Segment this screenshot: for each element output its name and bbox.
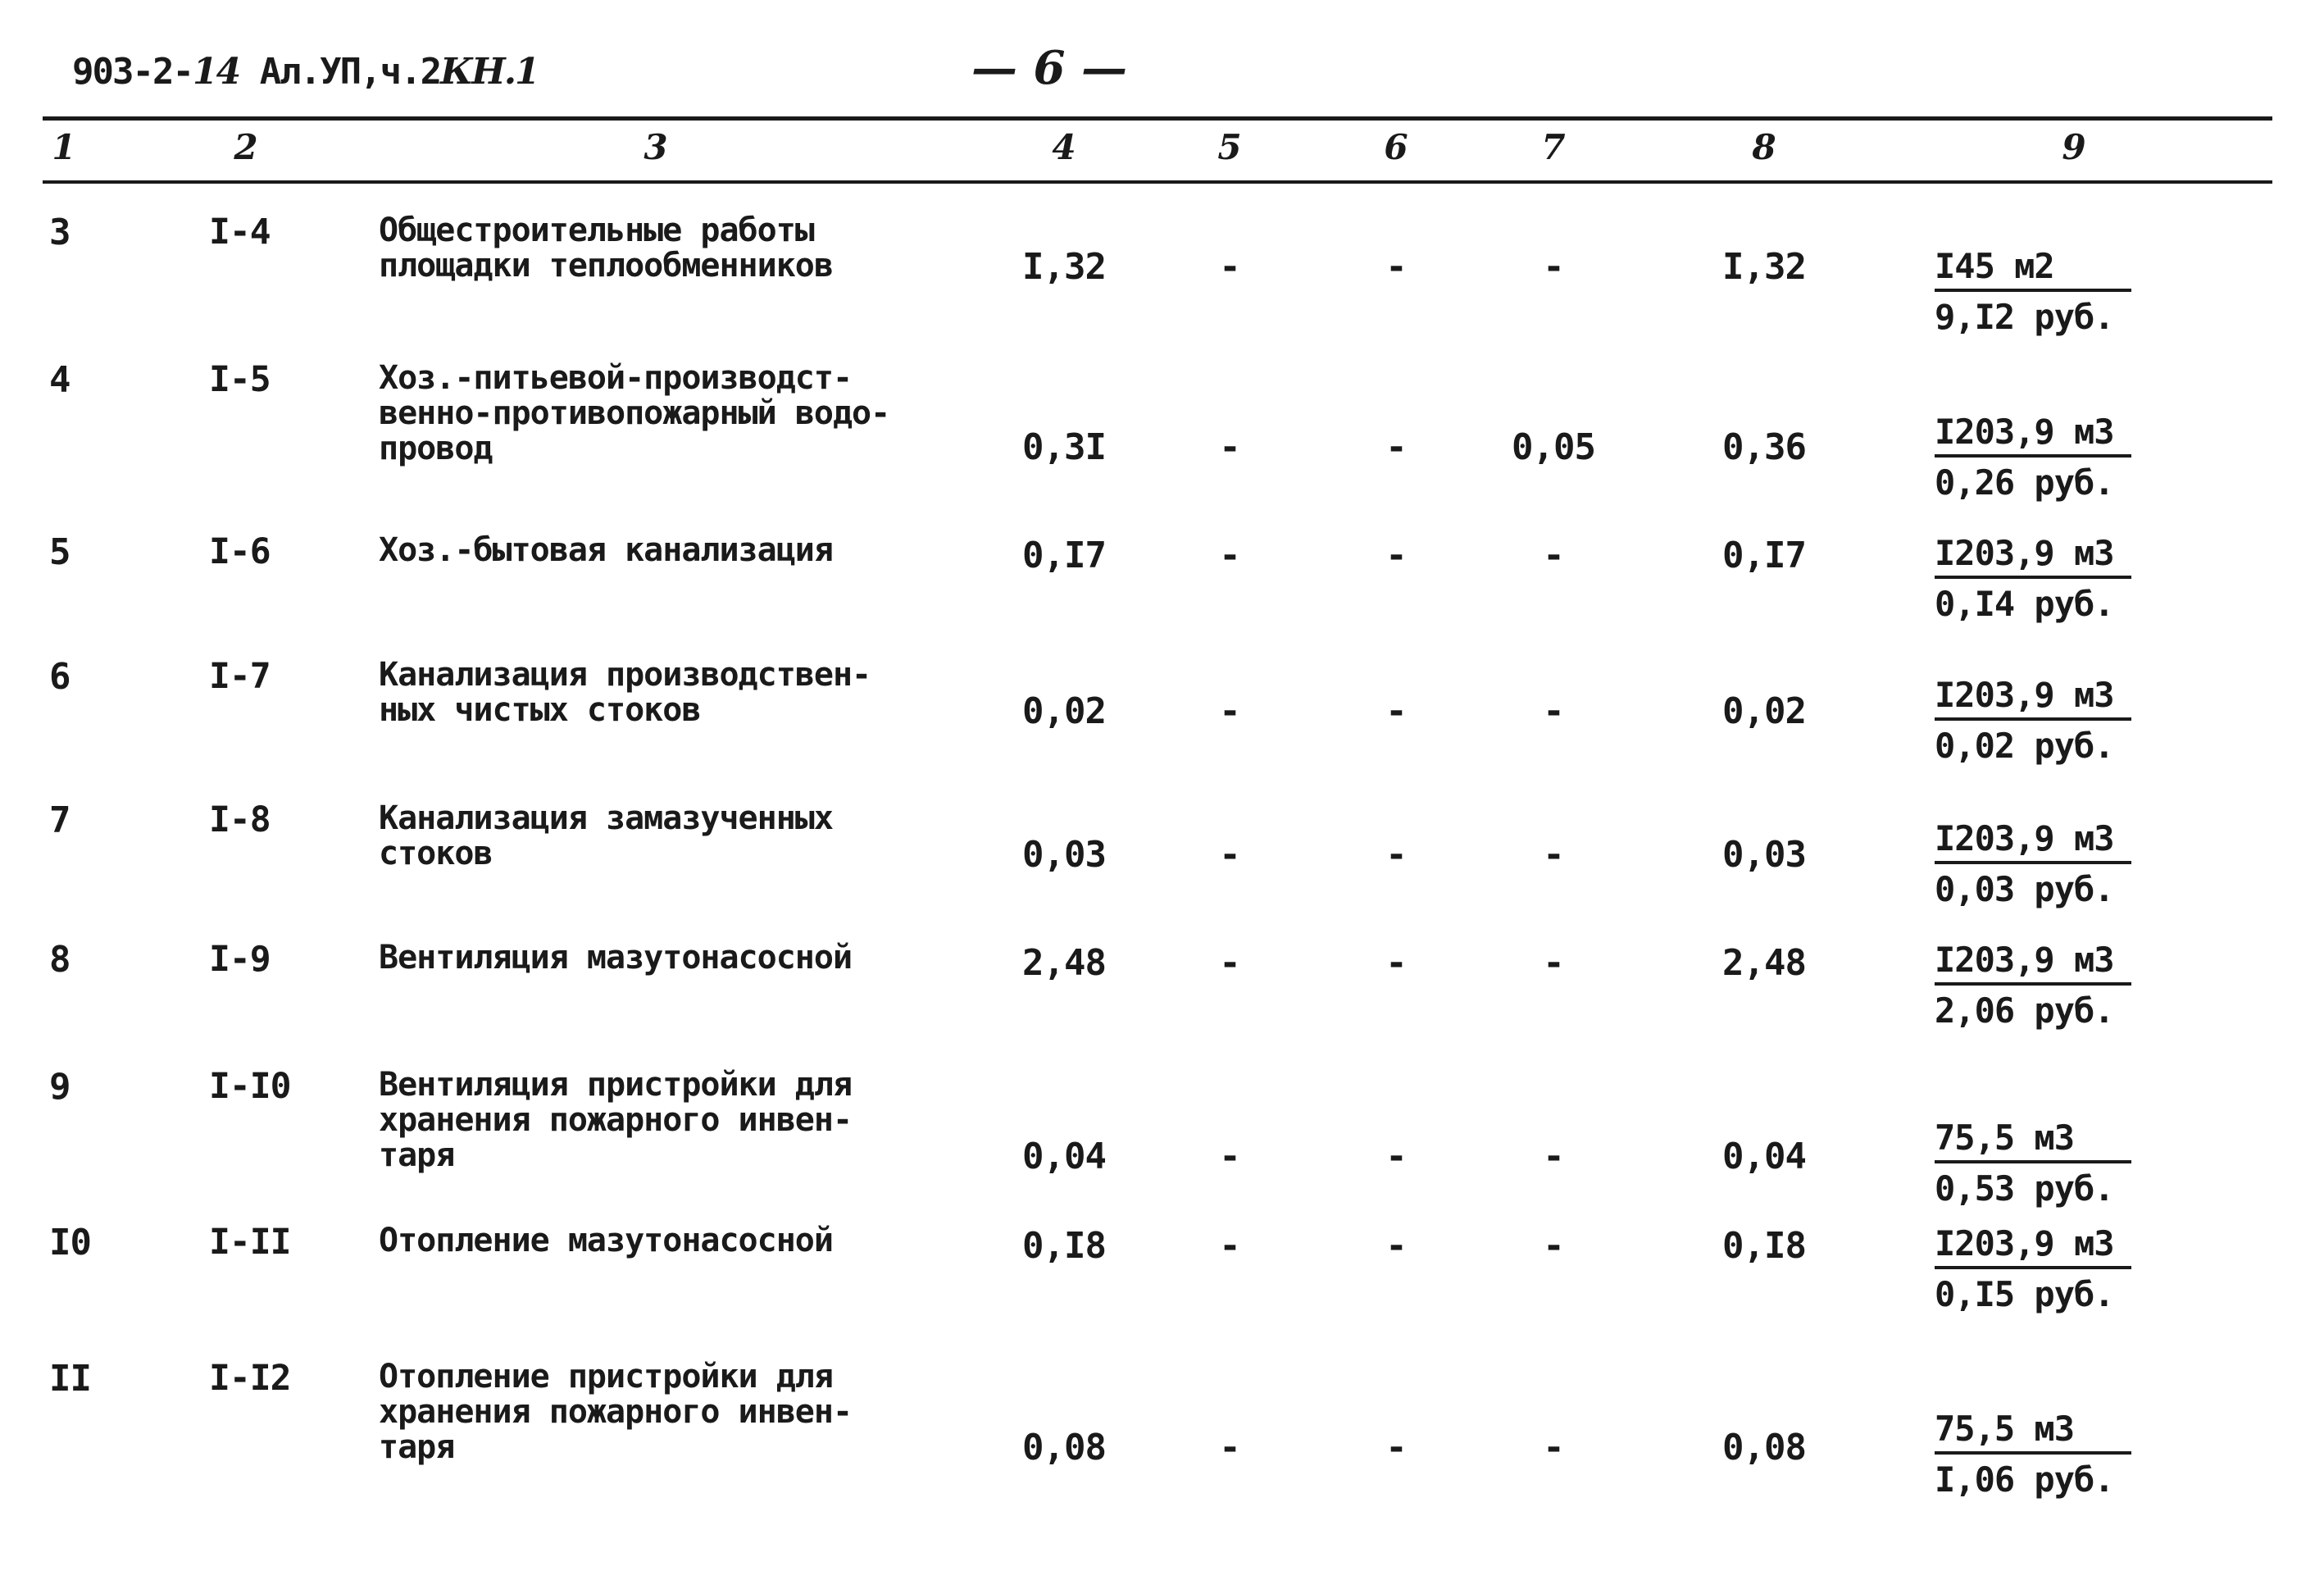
description-line: площадки теплообменников: [379, 247, 833, 285]
page-number: — 6 —: [971, 41, 1127, 95]
row-description: [379, 1359, 852, 1465]
unit-cost-fraction: [1935, 1409, 2131, 1500]
row-description: [379, 940, 852, 976]
cell-col-5: -: [1219, 535, 1240, 576]
description-line: Канализация замазученных: [379, 799, 833, 837]
row-code: I-9: [209, 939, 271, 980]
row-code: I-II: [209, 1222, 291, 1263]
description-line: Общестроительные работы: [379, 212, 814, 249]
fraction-cost: 2,06 руб.: [1935, 990, 2114, 1031]
cell-col-8: 0,I8: [1722, 1225, 1806, 1267]
column-head-6: 6: [1384, 127, 1408, 167]
fraction-cost: 0,I4 руб.: [1935, 584, 2114, 624]
cell-col-8: 0,I7: [1722, 535, 1806, 576]
fraction-volume: I45 м2: [1935, 246, 2131, 292]
cell-col-8: 0,08: [1722, 1427, 1806, 1468]
cell-col-7: 0,05: [1512, 426, 1595, 468]
column-head-4: 4: [1052, 127, 1076, 167]
cell-col-4: 0,08: [1022, 1427, 1106, 1468]
description-line: Отопление пристройки для: [379, 1358, 833, 1395]
column-head-2: 2: [234, 127, 258, 167]
cell-col-5: -: [1219, 942, 1240, 984]
cell-col-7: -: [1543, 942, 1564, 984]
row-number: II: [49, 1358, 91, 1400]
cell-col-7: -: [1543, 834, 1564, 876]
row-number: 3: [49, 212, 70, 253]
description-line: хранения пожарного инвен-: [379, 1393, 853, 1431]
row-number: 4: [49, 359, 70, 401]
description-line: Канализация производствен-: [379, 656, 871, 694]
cell-col-5: -: [1219, 426, 1240, 468]
cell-col-5: -: [1219, 690, 1240, 732]
row-code: I-7: [209, 656, 271, 697]
column-head-3: 3: [644, 127, 668, 167]
document-code: [72, 51, 539, 93]
cell-col-7: -: [1543, 246, 1564, 288]
row-description: [379, 213, 833, 284]
cell-col-8: 0,36: [1722, 426, 1806, 468]
fraction-volume: I203,9 м3: [1935, 940, 2131, 986]
description-line: венно-противопожарный водо-: [379, 394, 890, 432]
cell-col-8: 0,03: [1722, 834, 1806, 876]
cell-col-4: 0,04: [1022, 1136, 1106, 1177]
header-rule-top: [43, 116, 2272, 121]
column-head-1: 1: [52, 127, 76, 167]
cell-col-8: 0,04: [1722, 1136, 1806, 1177]
fraction-volume: 75,5 м3: [1935, 1118, 2131, 1163]
fraction-volume: I203,9 м3: [1935, 1223, 2131, 1269]
row-code: I-8: [209, 799, 271, 840]
row-number: 7: [49, 799, 70, 841]
cell-col-4: 2,48: [1022, 942, 1106, 984]
unit-cost-fraction: [1935, 246, 2131, 337]
column-head-7: 7: [1541, 127, 1566, 167]
fraction-cost: 9,I2 руб.: [1935, 297, 2114, 337]
unit-cost-fraction: [1935, 533, 2131, 624]
fraction-cost: 0,I5 руб.: [1935, 1274, 2114, 1314]
fraction-volume: 75,5 м3: [1935, 1409, 2131, 1455]
cell-col-8: 0,02: [1722, 690, 1806, 732]
row-description: [379, 1223, 833, 1259]
row-code: I-5: [209, 359, 271, 400]
cell-col-6: -: [1385, 246, 1407, 288]
row-description: [379, 801, 833, 872]
description-line: таря: [379, 1136, 455, 1174]
description-line: стоков: [379, 835, 493, 872]
row-description: [379, 533, 833, 568]
column-head-9: 9: [2062, 127, 2086, 167]
cell-col-7: -: [1543, 535, 1564, 576]
row-description: [379, 658, 871, 728]
description-line: Хоз.-бытовая канализация: [379, 531, 833, 569]
cell-col-4: 0,02: [1022, 690, 1106, 732]
fraction-cost: 0,03 руб.: [1935, 869, 2114, 909]
doc-code-handwritten: 14: [192, 51, 240, 93]
cell-col-8: 2,48: [1722, 942, 1806, 984]
description-line: Отопление мазутонасосной: [379, 1222, 833, 1259]
fraction-volume: I203,9 м3: [1935, 533, 2131, 579]
row-number: 6: [49, 656, 70, 698]
description-line: таря: [379, 1428, 455, 1466]
cell-col-6: -: [1385, 1136, 1407, 1177]
fraction-cost: 0,02 руб.: [1935, 726, 2114, 766]
cell-col-7: -: [1543, 690, 1564, 732]
cell-col-6: -: [1385, 942, 1407, 984]
row-code: I-4: [209, 212, 271, 253]
cell-col-6: -: [1385, 834, 1407, 876]
row-description: [379, 361, 889, 467]
cell-col-4: 0,I7: [1022, 535, 1106, 576]
row-code: I-I0: [209, 1066, 291, 1107]
fraction-cost: I,06 руб.: [1935, 1459, 2114, 1500]
unit-cost-fraction: [1935, 1118, 2131, 1209]
unit-cost-fraction: [1935, 940, 2131, 1031]
doc-code-book: КН.1: [440, 51, 539, 93]
column-head-5: 5: [1217, 127, 1242, 167]
fraction-cost: 0,53 руб.: [1935, 1168, 2114, 1209]
cell-col-7: -: [1543, 1136, 1564, 1177]
fraction-cost: 0,26 руб.: [1935, 462, 2114, 503]
unit-cost-fraction: [1935, 675, 2131, 766]
doc-code-album: Ал.УП,ч.2: [259, 51, 441, 93]
fraction-volume: I203,9 м3: [1935, 412, 2131, 458]
cell-col-7: -: [1543, 1427, 1564, 1468]
description-line: Хоз.-питьевой-производст-: [379, 359, 853, 397]
row-number: 9: [49, 1066, 70, 1108]
row-description: [379, 1068, 852, 1173]
row-number: 5: [49, 531, 70, 573]
cell-col-6: -: [1385, 690, 1407, 732]
description-line: провод: [379, 430, 493, 467]
column-head-8: 8: [1752, 127, 1776, 167]
cell-col-7: -: [1543, 1225, 1564, 1267]
cell-col-5: -: [1219, 1427, 1240, 1468]
doc-code-main: 903-2-: [72, 51, 193, 93]
description-line: Вентиляция пристройки для: [379, 1066, 853, 1104]
cell-col-4: 0,03: [1022, 834, 1106, 876]
cell-col-6: -: [1385, 426, 1407, 468]
cell-col-6: -: [1385, 1427, 1407, 1468]
cell-col-4: 0,I8: [1022, 1225, 1106, 1267]
fraction-volume: I203,9 м3: [1935, 675, 2131, 721]
fraction-volume: I203,9 м3: [1935, 818, 2131, 864]
row-code: I-I2: [209, 1358, 291, 1399]
cell-col-5: -: [1219, 246, 1240, 288]
cell-col-5: -: [1219, 1225, 1240, 1267]
cell-col-4: I,32: [1022, 246, 1106, 288]
row-number: I0: [49, 1222, 91, 1263]
description-line: хранения пожарного инвен-: [379, 1101, 853, 1139]
row-code: I-6: [209, 531, 271, 572]
cell-col-5: -: [1219, 1136, 1240, 1177]
cell-col-5: -: [1219, 834, 1240, 876]
unit-cost-fraction: [1935, 818, 2131, 909]
description-line: ных чистых стоков: [379, 691, 701, 729]
unit-cost-fraction: [1935, 1223, 2131, 1314]
unit-cost-fraction: [1935, 412, 2131, 503]
header-rule-bottom: [43, 180, 2272, 184]
cell-col-4: 0,3I: [1022, 426, 1106, 468]
row-number: 8: [49, 939, 70, 981]
cell-col-8: I,32: [1722, 246, 1806, 288]
cell-col-6: -: [1385, 1225, 1407, 1267]
description-line: Вентиляция мазутонасосной: [379, 939, 853, 977]
cell-col-6: -: [1385, 535, 1407, 576]
